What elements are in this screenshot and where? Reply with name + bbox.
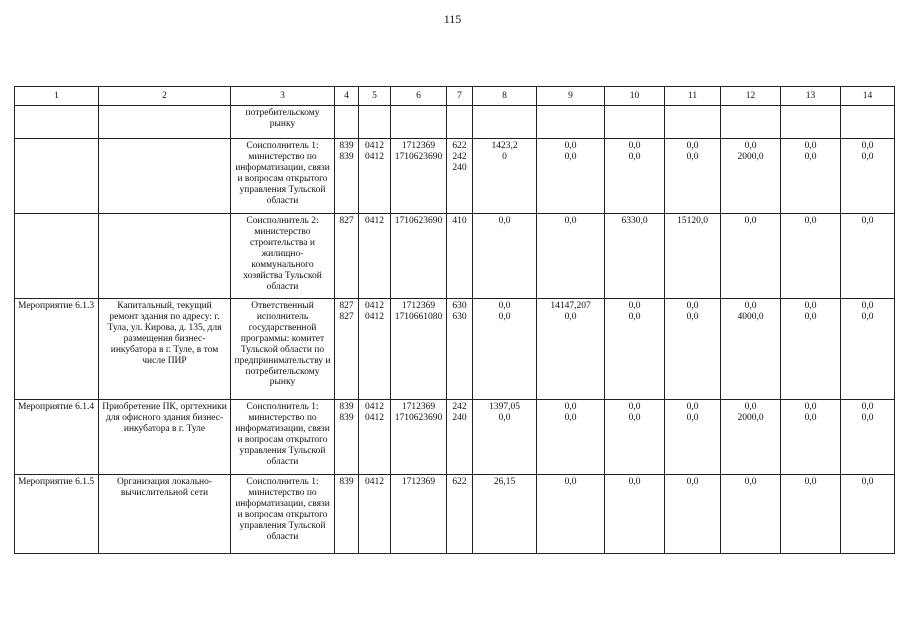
value-cell: 0,0 0,0 [605, 139, 665, 214]
header-cell: 4 [335, 87, 359, 106]
value-cell: 26,15 [473, 475, 537, 554]
value-cell: 0,0 0,0 [781, 299, 841, 400]
executor-cell: Соисполнитель 1: министерство по информатизации, связи и вопросам открытого управления Тульской области [231, 475, 335, 554]
value-cell: 0,0 [841, 475, 895, 554]
table-row [15, 139, 895, 214]
code-cell: 839 839 [335, 400, 359, 475]
event-name-cell: Приобретение ПК, оргтехники для офисного здания бизнес-инкубатора в г. Туле [99, 400, 231, 475]
code-cell: 410 [447, 214, 473, 299]
value-cell: 0,0 [605, 475, 665, 554]
header-cell: 8 [473, 87, 537, 106]
code-cell: 0412 [359, 475, 391, 554]
value-cell: 0,0 0,0 [841, 299, 895, 400]
value-cell: 1397,05 0,0 [473, 400, 537, 475]
value-cell: 0,0 2000,0 [721, 400, 781, 475]
executor-cell: потребительскому рынку [231, 106, 335, 139]
event-name-cell: Организация локально-вычислительной сети [99, 475, 231, 554]
event-cell: Мероприятие 6.1.3 [15, 299, 99, 400]
code-cell [391, 106, 447, 139]
event-cell [15, 139, 99, 214]
header-cell: 12 [721, 87, 781, 106]
code-cell: 622 242 240 [447, 139, 473, 214]
event-cell [15, 106, 99, 139]
header-cell: 3 [231, 87, 335, 106]
value-cell: 0,0 0,0 [665, 400, 721, 475]
value-cell [537, 106, 605, 139]
table-row [15, 214, 895, 299]
event-name-cell [99, 139, 231, 214]
value-cell: 0,0 0,0 [605, 299, 665, 400]
value-cell: 0,0 2000,0 [721, 139, 781, 214]
value-cell: 0,0 [537, 475, 605, 554]
event-name-cell [99, 214, 231, 299]
value-cell: 0,0 [665, 475, 721, 554]
budget-table [14, 86, 895, 554]
header-cell: 2 [99, 87, 231, 106]
table-row [15, 400, 895, 475]
value-cell: 0,0 0,0 [473, 299, 537, 400]
page-number: 115 [443, 12, 462, 26]
value-cell: 6330,0 [605, 214, 665, 299]
value-cell: 15120,0 [665, 214, 721, 299]
event-name-cell: Капитальный, текущий ремонт здания по адресу: г. Тула, ул. Кирова, д. 135, для размещения бизнес-инкубатора в г. Туле, в том числе ПИР [99, 299, 231, 400]
code-cell: 0412 [359, 214, 391, 299]
header-cell: 13 [781, 87, 841, 106]
value-cell: 0,0 4000,0 [721, 299, 781, 400]
code-cell: 0412 0412 [359, 299, 391, 400]
code-cell: 1710623690 [391, 214, 447, 299]
value-cell: 0,0 0,0 [781, 139, 841, 214]
value-cell: 0,0 0,0 [537, 139, 605, 214]
value-cell [665, 106, 721, 139]
code-cell: 827 [335, 214, 359, 299]
event-cell: Мероприятие 6.1.4 [15, 400, 99, 475]
header-cell: 6 [391, 87, 447, 106]
code-cell: 839 839 [335, 139, 359, 214]
value-cell [721, 106, 781, 139]
header-cell: 1 [15, 87, 99, 106]
event-cell [15, 214, 99, 299]
executor-cell: Соисполнитель 1: министерство по информатизации, связи и вопросам открытого управления Тульской области [231, 139, 335, 214]
value-cell: 0,0 0,0 [665, 139, 721, 214]
header-cell: 9 [537, 87, 605, 106]
value-cell [605, 106, 665, 139]
value-cell: 0,0 [781, 214, 841, 299]
value-cell: 0,0 [781, 475, 841, 554]
code-cell: 1712369 1710661080 [391, 299, 447, 400]
value-cell: 0,0 [721, 214, 781, 299]
value-cell [781, 106, 841, 139]
value-cell: 0,0 0,0 [781, 400, 841, 475]
table-row [15, 299, 895, 400]
table-row [15, 106, 895, 139]
header-cell: 7 [447, 87, 473, 106]
value-cell: 0,0 0,0 [841, 400, 895, 475]
code-cell: 827 827 [335, 299, 359, 400]
value-cell [841, 106, 895, 139]
code-cell: 0412 0412 [359, 400, 391, 475]
code-cell: 622 [447, 475, 473, 554]
executor-cell: Соисполнитель 2: министерство строительства и жилищно-коммунального хозяйства Тульской области [231, 214, 335, 299]
value-cell: 0,0 [473, 214, 537, 299]
code-cell: 630 630 [447, 299, 473, 400]
code-cell [359, 106, 391, 139]
code-cell: 0412 0412 [359, 139, 391, 214]
executor-cell: Ответственный исполнитель государственной программы: комитет Тульской области по предпринимательству и потребительскому рынку [231, 299, 335, 400]
code-cell: 1712369 1710623690 [391, 400, 447, 475]
header-cell: 10 [605, 87, 665, 106]
code-cell: 242 240 [447, 400, 473, 475]
value-cell: 1423,2 0 [473, 139, 537, 214]
value-cell: 0,0 [841, 214, 895, 299]
code-cell: 1712369 1710623690 [391, 139, 447, 214]
value-cell: 0,0 [537, 214, 605, 299]
event-name-cell [99, 106, 231, 139]
code-cell [447, 106, 473, 139]
value-cell: 0,0 0,0 [665, 299, 721, 400]
header-cell: 5 [359, 87, 391, 106]
value-cell: 0,0 0,0 [841, 139, 895, 214]
code-cell: 1712369 [391, 475, 447, 554]
table-row [15, 475, 895, 554]
code-cell [335, 106, 359, 139]
value-cell [473, 106, 537, 139]
value-cell: 0,0 0,0 [537, 400, 605, 475]
value-cell: 14147,207 0,0 [537, 299, 605, 400]
header-cell: 14 [841, 87, 895, 106]
event-cell: Мероприятие 6.1.5 [15, 475, 99, 554]
value-cell: 0,0 [721, 475, 781, 554]
value-cell: 0,0 0,0 [605, 400, 665, 475]
header-row [15, 87, 895, 106]
executor-cell: Соисполнитель 1: министерство по информатизации, связи и вопросам открытого управления Тульской области [231, 400, 335, 475]
header-cell: 11 [665, 87, 721, 106]
code-cell: 839 [335, 475, 359, 554]
